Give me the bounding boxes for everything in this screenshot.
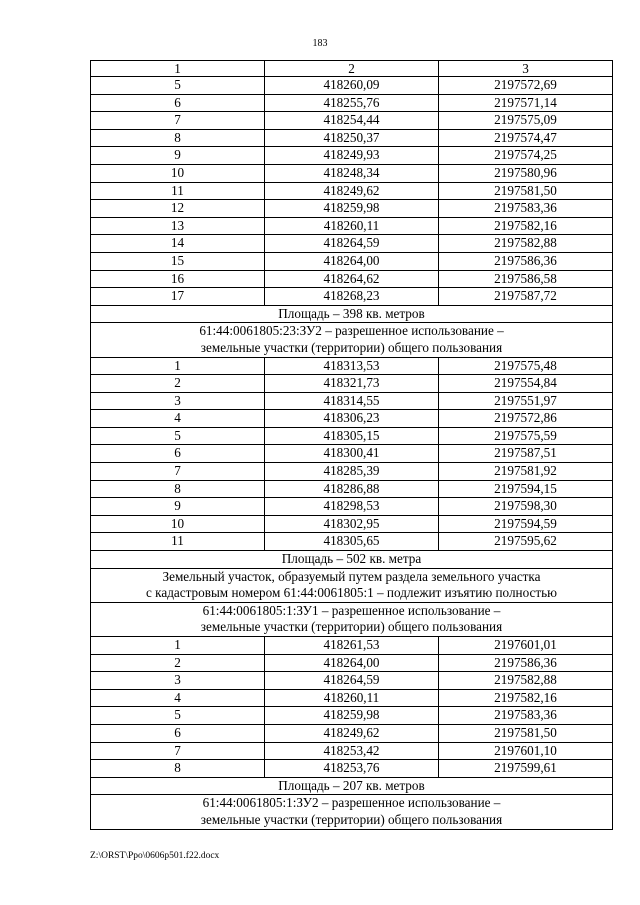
point-number: 2	[91, 654, 265, 672]
coordinates-table	[90, 60, 613, 830]
x-coordinate: 418264,00	[265, 252, 439, 270]
point-number: 10	[91, 164, 265, 182]
table-row	[91, 164, 613, 182]
y-coordinate: 2197595,62	[439, 533, 613, 551]
x-coordinate: 418306,23	[265, 410, 439, 428]
table-row	[91, 463, 613, 481]
section-row	[91, 777, 613, 795]
table-row	[91, 200, 613, 218]
section-text-line: 61:44:0061805:23:ЗУ2 – разрешенное использование –	[199, 323, 504, 339]
point-number: 5	[91, 77, 265, 95]
x-coordinate: 418253,76	[265, 760, 439, 778]
x-coordinate: 418264,59	[265, 235, 439, 253]
table-row	[91, 182, 613, 200]
table-row	[91, 445, 613, 463]
point-number: 13	[91, 217, 265, 235]
section-text-line: Площадь – 398 кв. метров	[278, 305, 425, 321]
x-coordinate: 418305,65	[265, 533, 439, 551]
x-coordinate: 418254,44	[265, 112, 439, 130]
section-text-line: Земельный участок, образуемый путем раздела земельного участка	[162, 568, 541, 584]
table-row	[91, 270, 613, 288]
point-number: 6	[91, 445, 265, 463]
table-row	[91, 77, 613, 95]
table-row	[91, 672, 613, 690]
section-text-line: 61:44:0061805:1:ЗУ1 – разрешенное использование –	[202, 602, 501, 618]
y-coordinate: 2197580,96	[439, 164, 613, 182]
point-number: 4	[91, 410, 265, 428]
section-row	[91, 551, 613, 569]
y-coordinate: 2197571,14	[439, 94, 613, 112]
y-coordinate: 2197583,36	[439, 200, 613, 218]
table-row	[91, 375, 613, 393]
point-number: 8	[91, 480, 265, 498]
y-coordinate: 2197594,15	[439, 480, 613, 498]
x-coordinate: 418255,76	[265, 94, 439, 112]
point-number: 5	[91, 707, 265, 725]
section-row	[91, 305, 613, 323]
x-coordinate: 418321,73	[265, 375, 439, 393]
footer-file-path: Z:\ORST\Ppo\0606p501.f22.docx	[90, 851, 220, 861]
x-coordinate: 418264,59	[265, 672, 439, 690]
y-coordinate: 2197594,59	[439, 515, 613, 533]
section-text-line: 61:44:0061805:1:ЗУ2 – разрешенное использование –	[202, 795, 501, 811]
point-number: 6	[91, 724, 265, 742]
y-coordinate: 2197587,51	[439, 445, 613, 463]
y-coordinate: 2197587,72	[439, 288, 613, 306]
y-coordinate: 2197581,50	[439, 182, 613, 200]
point-number: 11	[91, 182, 265, 200]
section-text	[91, 602, 613, 636]
y-coordinate: 2197582,88	[439, 672, 613, 690]
y-coordinate: 2197583,36	[439, 707, 613, 725]
y-coordinate: 2197586,58	[439, 270, 613, 288]
y-coordinate: 2197574,47	[439, 129, 613, 147]
point-number: 3	[91, 392, 265, 410]
x-coordinate: 418248,34	[265, 164, 439, 182]
x-coordinate: 418260,11	[265, 689, 439, 707]
section-row	[91, 323, 613, 357]
header-col-2: 2	[265, 61, 439, 77]
section-text	[91, 323, 613, 357]
section-text-line: земельные участки (территории) общего пользования	[200, 339, 503, 355]
point-number: 1	[91, 637, 265, 655]
point-number: 7	[91, 112, 265, 130]
header-row	[91, 61, 613, 77]
section-text	[91, 568, 613, 602]
point-number: 17	[91, 288, 265, 306]
table-row	[91, 147, 613, 165]
point-number: 2	[91, 375, 265, 393]
x-coordinate: 418249,93	[265, 147, 439, 165]
table-row	[91, 410, 613, 428]
y-coordinate: 2197575,48	[439, 357, 613, 375]
section-text	[91, 305, 613, 323]
point-number: 10	[91, 515, 265, 533]
section-text	[91, 777, 613, 795]
section-text-line: земельные участки (территории) общего пользования	[200, 811, 503, 827]
table-row	[91, 533, 613, 551]
x-coordinate: 418260,09	[265, 77, 439, 95]
y-coordinate: 2197572,86	[439, 410, 613, 428]
table-row	[91, 357, 613, 375]
point-number: 12	[91, 200, 265, 218]
point-number: 16	[91, 270, 265, 288]
table-row	[91, 427, 613, 445]
table-row	[91, 637, 613, 655]
section-text	[91, 551, 613, 569]
y-coordinate: 2197582,16	[439, 217, 613, 235]
section-text-line: земельные участки (территории) общего пользования	[200, 619, 503, 635]
x-coordinate: 418286,88	[265, 480, 439, 498]
point-number: 7	[91, 463, 265, 481]
y-coordinate: 2197551,97	[439, 392, 613, 410]
y-coordinate: 2197586,36	[439, 654, 613, 672]
table-row	[91, 288, 613, 306]
x-coordinate: 418259,98	[265, 707, 439, 725]
point-number: 15	[91, 252, 265, 270]
point-number: 7	[91, 742, 265, 760]
y-coordinate: 2197599,61	[439, 760, 613, 778]
y-coordinate: 2197575,09	[439, 112, 613, 130]
header-col-3: 3	[439, 61, 613, 77]
table-row	[91, 654, 613, 672]
x-coordinate: 418313,53	[265, 357, 439, 375]
table-body	[91, 61, 613, 830]
y-coordinate: 2197601,10	[439, 742, 613, 760]
point-number: 1	[91, 357, 265, 375]
x-coordinate: 418264,00	[265, 654, 439, 672]
x-coordinate: 418249,62	[265, 724, 439, 742]
point-number: 6	[91, 94, 265, 112]
table-row	[91, 112, 613, 130]
y-coordinate: 2197554,84	[439, 375, 613, 393]
table-row	[91, 94, 613, 112]
x-coordinate: 418314,55	[265, 392, 439, 410]
header-col-1: 1	[91, 61, 265, 77]
x-coordinate: 418268,23	[265, 288, 439, 306]
table-row	[91, 742, 613, 760]
section-text	[91, 795, 613, 829]
x-coordinate: 418249,62	[265, 182, 439, 200]
table-row	[91, 129, 613, 147]
x-coordinate: 418250,37	[265, 129, 439, 147]
y-coordinate: 2197581,50	[439, 724, 613, 742]
y-coordinate: 2197582,16	[439, 689, 613, 707]
table-row	[91, 760, 613, 778]
y-coordinate: 2197582,88	[439, 235, 613, 253]
point-number: 9	[91, 147, 265, 165]
table-row	[91, 392, 613, 410]
page-number: 183	[312, 38, 328, 49]
section-row	[91, 568, 613, 602]
x-coordinate: 418302,95	[265, 515, 439, 533]
x-coordinate: 418300,41	[265, 445, 439, 463]
y-coordinate: 2197574,25	[439, 147, 613, 165]
table-row	[91, 217, 613, 235]
table-row	[91, 252, 613, 270]
x-coordinate: 418264,62	[265, 270, 439, 288]
table-row	[91, 235, 613, 253]
table-row	[91, 707, 613, 725]
x-coordinate: 418305,15	[265, 427, 439, 445]
y-coordinate: 2197581,92	[439, 463, 613, 481]
table-row	[91, 724, 613, 742]
x-coordinate: 418253,42	[265, 742, 439, 760]
x-coordinate: 418261,53	[265, 637, 439, 655]
x-coordinate: 418285,39	[265, 463, 439, 481]
section-row	[91, 795, 613, 829]
section-text-line: с кадастровым номером 61:44:0061805:1 – подлежит изъятию полностью	[145, 585, 557, 601]
point-number: 4	[91, 689, 265, 707]
x-coordinate: 418298,53	[265, 498, 439, 516]
section-text-line: Площадь – 502 кв. метра	[281, 551, 422, 567]
y-coordinate: 2197586,36	[439, 252, 613, 270]
table-row	[91, 515, 613, 533]
point-number: 14	[91, 235, 265, 253]
section-text-line: Площадь – 207 кв. метров	[278, 777, 425, 793]
point-number: 9	[91, 498, 265, 516]
point-number: 11	[91, 533, 265, 551]
table-row	[91, 689, 613, 707]
x-coordinate: 418259,98	[265, 200, 439, 218]
y-coordinate: 2197601,01	[439, 637, 613, 655]
table-row	[91, 498, 613, 516]
section-row	[91, 602, 613, 636]
y-coordinate: 2197575,59	[439, 427, 613, 445]
y-coordinate: 2197572,69	[439, 77, 613, 95]
point-number: 3	[91, 672, 265, 690]
point-number: 8	[91, 129, 265, 147]
y-coordinate: 2197598,30	[439, 498, 613, 516]
point-number: 5	[91, 427, 265, 445]
point-number: 8	[91, 760, 265, 778]
table-row	[91, 480, 613, 498]
x-coordinate: 418260,11	[265, 217, 439, 235]
